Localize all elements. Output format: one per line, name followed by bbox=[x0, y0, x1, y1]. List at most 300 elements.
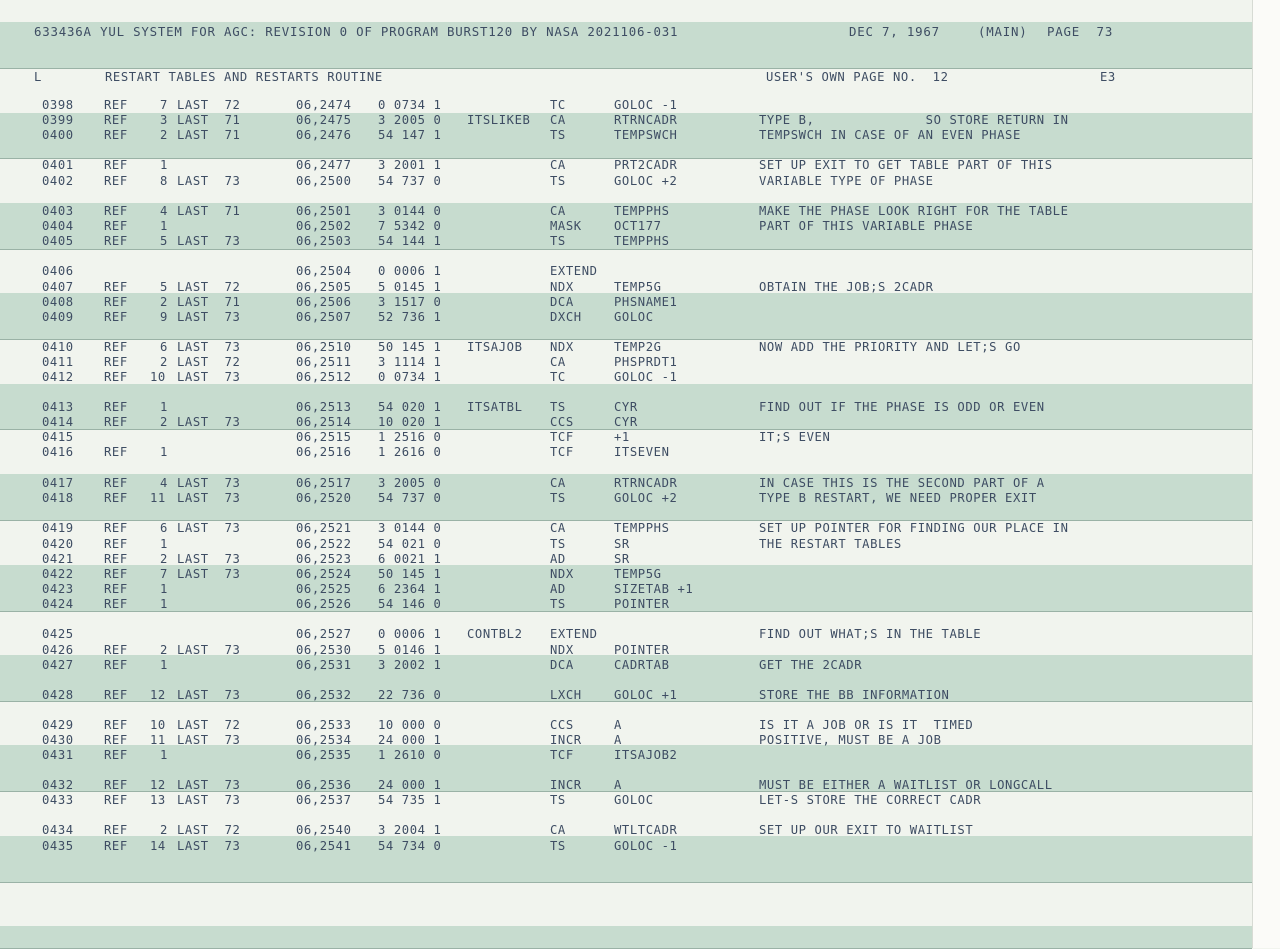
line-number: 0403 bbox=[42, 204, 74, 218]
last-page-ref: LAST 73 bbox=[177, 567, 241, 581]
ref-count: 1 bbox=[160, 158, 168, 172]
last-page-ref: LAST 72 bbox=[177, 280, 241, 294]
ref-marker: REF bbox=[104, 658, 128, 672]
symbol-label: ITSATBL bbox=[467, 400, 523, 414]
ref-marker: REF bbox=[104, 476, 128, 490]
ref-marker: REF bbox=[104, 537, 128, 551]
ref-count: 7 bbox=[160, 567, 168, 581]
memory-address: 06,2510 bbox=[296, 340, 352, 354]
line-number: 0404 bbox=[42, 219, 74, 233]
octal-word: 3 0144 0 bbox=[378, 204, 442, 218]
octal-word: 22 736 0 bbox=[378, 688, 442, 702]
opcode: NDX bbox=[550, 280, 574, 294]
ref-marker: REF bbox=[104, 340, 128, 354]
comment-text: TEMPSWCH IN CASE OF AN EVEN PHASE bbox=[759, 128, 1021, 142]
operand: POINTER bbox=[614, 597, 670, 611]
operand: SR bbox=[614, 537, 630, 551]
operand: SR bbox=[614, 552, 630, 566]
line-number: 0428 bbox=[42, 688, 74, 702]
line-number: 0402 bbox=[42, 174, 74, 188]
octal-word: 6 0021 1 bbox=[378, 552, 442, 566]
octal-word: 54 147 1 bbox=[378, 128, 442, 142]
comment-text: SET UP POINTER FOR FINDING OUR PLACE IN bbox=[759, 521, 1069, 535]
memory-address: 06,2526 bbox=[296, 597, 352, 611]
ref-marker: REF bbox=[104, 98, 128, 112]
octal-word: 54 735 1 bbox=[378, 793, 442, 807]
operand: CYR bbox=[614, 400, 638, 414]
memory-address: 06,2504 bbox=[296, 264, 352, 278]
last-page-ref: LAST 73 bbox=[177, 643, 241, 657]
band-rule bbox=[0, 249, 1252, 250]
section-title: RESTART TABLES AND RESTARTS ROUTINE bbox=[105, 70, 383, 84]
ref-count: 3 bbox=[160, 113, 168, 127]
opcode: AD bbox=[550, 552, 566, 566]
octal-word: 0 0006 1 bbox=[378, 627, 442, 641]
octal-word: 3 0144 0 bbox=[378, 521, 442, 535]
operand: SIZETAB +1 bbox=[614, 582, 694, 596]
band-rule bbox=[0, 68, 1252, 69]
opcode: TS bbox=[550, 234, 566, 248]
opcode: NDX bbox=[550, 643, 574, 657]
users-own-page-number: USER'S OWN PAGE NO. 12 bbox=[766, 70, 949, 84]
memory-address: 06,2534 bbox=[296, 733, 352, 747]
comment-text: GET THE 2CADR bbox=[759, 658, 863, 672]
line-number: 0423 bbox=[42, 582, 74, 596]
operand: TEMP5G bbox=[614, 280, 662, 294]
last-page-ref: LAST 72 bbox=[177, 98, 241, 112]
line-number: 0401 bbox=[42, 158, 74, 172]
octal-word: 0 0734 1 bbox=[378, 98, 442, 112]
ref-marker: REF bbox=[104, 113, 128, 127]
opcode: TS bbox=[550, 128, 566, 142]
octal-word: 0 0734 1 bbox=[378, 370, 442, 384]
octal-word: 1 2610 0 bbox=[378, 748, 442, 762]
ref-count: 2 bbox=[160, 552, 168, 566]
ref-marker: REF bbox=[104, 158, 128, 172]
octal-word: 3 2004 1 bbox=[378, 823, 442, 837]
memory-address: 06,2502 bbox=[296, 219, 352, 233]
ref-marker: REF bbox=[104, 280, 128, 294]
line-number: 0430 bbox=[42, 733, 74, 747]
symbol-label: ITSAJOB bbox=[467, 340, 523, 354]
operand: +1 bbox=[614, 430, 630, 444]
comment-text: FIND OUT IF THE PHASE IS ODD OR EVEN bbox=[759, 400, 1045, 414]
ref-marker: REF bbox=[104, 793, 128, 807]
header-main-label: (MAIN) bbox=[978, 24, 1028, 39]
ref-count: 2 bbox=[160, 355, 168, 369]
opcode: CA bbox=[550, 823, 566, 837]
operand: TEMPSWCH bbox=[614, 128, 678, 142]
memory-address: 06,2524 bbox=[296, 567, 352, 581]
ref-marker: REF bbox=[104, 174, 128, 188]
line-number: 0408 bbox=[42, 295, 74, 309]
ref-marker: REF bbox=[104, 370, 128, 384]
opcode: EXTEND bbox=[550, 627, 598, 641]
operand: ITSEVEN bbox=[614, 445, 670, 459]
last-page-ref: LAST 73 bbox=[177, 340, 241, 354]
opcode: MASK bbox=[550, 219, 582, 233]
ref-count: 10 bbox=[150, 718, 166, 732]
line-number: 0429 bbox=[42, 718, 74, 732]
comment-text: STORE THE BB INFORMATION bbox=[759, 688, 950, 702]
comment-text: TYPE B RESTART, WE NEED PROPER EXIT bbox=[759, 491, 1037, 505]
operand: CADRTAB bbox=[614, 658, 670, 672]
last-page-ref: LAST 73 bbox=[177, 491, 241, 505]
memory-address: 06,2515 bbox=[296, 430, 352, 444]
last-page-ref: LAST 73 bbox=[177, 234, 241, 248]
memory-address: 06,2501 bbox=[296, 204, 352, 218]
line-number: 0427 bbox=[42, 658, 74, 672]
memory-address: 06,2531 bbox=[296, 658, 352, 672]
memory-address: 06,2476 bbox=[296, 128, 352, 142]
octal-word: 54 737 0 bbox=[378, 174, 442, 188]
opcode: CA bbox=[550, 521, 566, 535]
operand: GOLOC -1 bbox=[614, 839, 678, 853]
last-page-ref: LAST 73 bbox=[177, 778, 241, 792]
operand: CYR bbox=[614, 415, 638, 429]
ref-count: 12 bbox=[150, 778, 166, 792]
operand: POINTER bbox=[614, 643, 670, 657]
opcode: EXTEND bbox=[550, 264, 598, 278]
operand: A bbox=[614, 718, 622, 732]
line-number: 0399 bbox=[42, 113, 74, 127]
last-page-ref: LAST 73 bbox=[177, 552, 241, 566]
ref-count: 2 bbox=[160, 415, 168, 429]
ref-count: 1 bbox=[160, 445, 168, 459]
comment-text: OBTAIN THE JOB;S 2CADR bbox=[759, 280, 934, 294]
ref-count: 2 bbox=[160, 128, 168, 142]
ref-marker: REF bbox=[104, 567, 128, 581]
last-page-ref: LAST 73 bbox=[177, 521, 241, 535]
ref-count: 8 bbox=[160, 174, 168, 188]
subheader-mark: L bbox=[34, 70, 42, 84]
ref-count: 2 bbox=[160, 643, 168, 657]
ref-count: 4 bbox=[160, 476, 168, 490]
last-page-ref: LAST 73 bbox=[177, 415, 241, 429]
ref-count: 11 bbox=[150, 733, 166, 747]
comment-text: IT;S EVEN bbox=[759, 430, 831, 444]
comment-text: LET-S STORE THE CORRECT CADR bbox=[759, 793, 982, 807]
green-bar-band bbox=[0, 926, 1252, 948]
opcode: TS bbox=[550, 537, 566, 551]
opcode: LXCH bbox=[550, 688, 582, 702]
operand: A bbox=[614, 733, 622, 747]
memory-address: 06,2530 bbox=[296, 643, 352, 657]
line-number: 0434 bbox=[42, 823, 74, 837]
line-number: 0415 bbox=[42, 430, 74, 444]
opcode: TS bbox=[550, 400, 566, 414]
octal-word: 54 021 0 bbox=[378, 537, 442, 551]
last-page-ref: LAST 73 bbox=[177, 174, 241, 188]
line-number: 0413 bbox=[42, 400, 74, 414]
header-date: DEC 7, 1967 bbox=[849, 24, 940, 39]
last-page-ref: LAST 73 bbox=[177, 310, 241, 324]
opcode: TCF bbox=[550, 748, 574, 762]
line-number: 0424 bbox=[42, 597, 74, 611]
memory-address: 06,2514 bbox=[296, 415, 352, 429]
opcode: TC bbox=[550, 370, 566, 384]
operand: GOLOC +2 bbox=[614, 174, 678, 188]
ref-count: 4 bbox=[160, 204, 168, 218]
comment-text: NOW ADD THE PRIORITY AND LET;S GO bbox=[759, 340, 1021, 354]
operand: WTLTCADR bbox=[614, 823, 678, 837]
memory-address: 06,2513 bbox=[296, 400, 352, 414]
line-number: 0431 bbox=[42, 748, 74, 762]
memory-address: 06,2523 bbox=[296, 552, 352, 566]
memory-address: 06,2516 bbox=[296, 445, 352, 459]
operand: PHSPRDT1 bbox=[614, 355, 678, 369]
opcode: INCR bbox=[550, 778, 582, 792]
ref-count: 1 bbox=[160, 582, 168, 596]
comment-text: PART OF THIS VARIABLE PHASE bbox=[759, 219, 974, 233]
memory-address: 06,2537 bbox=[296, 793, 352, 807]
octal-word: 3 1517 0 bbox=[378, 295, 442, 309]
memory-address: 06,2517 bbox=[296, 476, 352, 490]
ref-count: 2 bbox=[160, 823, 168, 837]
last-page-ref: LAST 73 bbox=[177, 839, 241, 853]
memory-address: 06,2507 bbox=[296, 310, 352, 324]
line-number: 0406 bbox=[42, 264, 74, 278]
comment-text: VARIABLE TYPE OF PHASE bbox=[759, 174, 934, 188]
ref-count: 1 bbox=[160, 219, 168, 233]
operand: TEMPPHS bbox=[614, 204, 670, 218]
band-rule bbox=[0, 882, 1252, 883]
ref-marker: REF bbox=[104, 688, 128, 702]
operand: TEMPPHS bbox=[614, 234, 670, 248]
line-number: 0398 bbox=[42, 98, 74, 112]
octal-word: 24 000 1 bbox=[378, 733, 442, 747]
last-page-ref: LAST 73 bbox=[177, 688, 241, 702]
last-page-ref: LAST 73 bbox=[177, 370, 241, 384]
ref-count: 5 bbox=[160, 234, 168, 248]
opcode: CCS bbox=[550, 415, 574, 429]
line-number: 0433 bbox=[42, 793, 74, 807]
line-number: 0411 bbox=[42, 355, 74, 369]
ref-marker: REF bbox=[104, 552, 128, 566]
symbol-label: CONTBL2 bbox=[467, 627, 523, 641]
ref-marker: REF bbox=[104, 415, 128, 429]
ref-marker: REF bbox=[104, 521, 128, 535]
operand: A bbox=[614, 778, 622, 792]
last-page-ref: LAST 73 bbox=[177, 733, 241, 747]
opcode: CA bbox=[550, 204, 566, 218]
ref-marker: REF bbox=[104, 219, 128, 233]
opcode: TS bbox=[550, 491, 566, 505]
opcode: TC bbox=[550, 98, 566, 112]
memory-address: 06,2541 bbox=[296, 839, 352, 853]
memory-address: 06,2540 bbox=[296, 823, 352, 837]
octal-word: 1 2616 0 bbox=[378, 445, 442, 459]
ref-marker: REF bbox=[104, 491, 128, 505]
memory-address: 06,2521 bbox=[296, 521, 352, 535]
memory-address: 06,2535 bbox=[296, 748, 352, 762]
line-number: 0432 bbox=[42, 778, 74, 792]
last-page-ref: LAST 71 bbox=[177, 113, 241, 127]
operand: GOLOC -1 bbox=[614, 98, 678, 112]
opcode: TS bbox=[550, 839, 566, 853]
line-number: 0421 bbox=[42, 552, 74, 566]
octal-word: 10 000 0 bbox=[378, 718, 442, 732]
operand: ITSAJOB2 bbox=[614, 748, 678, 762]
opcode: NDX bbox=[550, 567, 574, 581]
comment-text: MAKE THE PHASE LOOK RIGHT FOR THE TABLE bbox=[759, 204, 1069, 218]
memory-address: 06,2505 bbox=[296, 280, 352, 294]
ref-marker: REF bbox=[104, 204, 128, 218]
ref-marker: REF bbox=[104, 718, 128, 732]
comment-text: THE RESTART TABLES bbox=[759, 537, 902, 551]
line-number: 0425 bbox=[42, 627, 74, 641]
comment-text: MUST BE EITHER A WAITLIST OR LONGCALL bbox=[759, 778, 1053, 792]
ref-count: 1 bbox=[160, 748, 168, 762]
opcode: TS bbox=[550, 793, 566, 807]
octal-word: 50 145 1 bbox=[378, 567, 442, 581]
header-title: 633436A YUL SYSTEM FOR AGC: REVISION 0 OF PROGRAM BURST120 BY NASA 2021106-031 bbox=[34, 24, 679, 39]
comment-text: POSITIVE, MUST BE A JOB bbox=[759, 733, 942, 747]
operand: TEMP5G bbox=[614, 567, 662, 581]
header-page-number: PAGE 73 bbox=[1047, 24, 1114, 39]
line-number: 0405 bbox=[42, 234, 74, 248]
octal-word: 6 2364 1 bbox=[378, 582, 442, 596]
operand: TEMP2G bbox=[614, 340, 662, 354]
tractor-feed-margin bbox=[1252, 0, 1280, 948]
octal-word: 54 144 1 bbox=[378, 234, 442, 248]
memory-address: 06,2474 bbox=[296, 98, 352, 112]
operand: OCT177 bbox=[614, 219, 662, 233]
memory-address: 06,2506 bbox=[296, 295, 352, 309]
line-number: 0400 bbox=[42, 128, 74, 142]
memory-address: 06,2525 bbox=[296, 582, 352, 596]
memory-address: 06,2475 bbox=[296, 113, 352, 127]
opcode: CA bbox=[550, 158, 566, 172]
opcode: DCA bbox=[550, 658, 574, 672]
memory-address: 06,2520 bbox=[296, 491, 352, 505]
octal-word: 3 2005 0 bbox=[378, 113, 442, 127]
comment-text: IN CASE THIS IS THE SECOND PART OF A bbox=[759, 476, 1045, 490]
ref-marker: REF bbox=[104, 310, 128, 324]
ref-marker: REF bbox=[104, 582, 128, 596]
comment-text: TYPE B, SO STORE RETURN IN bbox=[759, 113, 1069, 127]
opcode: INCR bbox=[550, 733, 582, 747]
line-number: 0426 bbox=[42, 643, 74, 657]
octal-word: 52 736 1 bbox=[378, 310, 442, 324]
operand: RTRNCADR bbox=[614, 476, 678, 490]
operand: RTRNCADR bbox=[614, 113, 678, 127]
opcode: DCA bbox=[550, 295, 574, 309]
memory-address: 06,2536 bbox=[296, 778, 352, 792]
line-number: 0416 bbox=[42, 445, 74, 459]
ref-marker: REF bbox=[104, 400, 128, 414]
opcode: CA bbox=[550, 476, 566, 490]
memory-address: 06,2527 bbox=[296, 627, 352, 641]
line-number: 0412 bbox=[42, 370, 74, 384]
ref-marker: REF bbox=[104, 597, 128, 611]
ref-count: 12 bbox=[150, 688, 166, 702]
memory-address: 06,2503 bbox=[296, 234, 352, 248]
operand: GOLOC +1 bbox=[614, 688, 678, 702]
ref-marker: REF bbox=[104, 823, 128, 837]
operand: GOLOC -1 bbox=[614, 370, 678, 384]
octal-word: 3 1114 1 bbox=[378, 355, 442, 369]
last-page-ref: LAST 72 bbox=[177, 355, 241, 369]
comment-text: SET UP OUR EXIT TO WAITLIST bbox=[759, 823, 974, 837]
octal-word: 54 734 0 bbox=[378, 839, 442, 853]
ref-count: 6 bbox=[160, 340, 168, 354]
ref-count: 1 bbox=[160, 597, 168, 611]
operand: TEMPPHS bbox=[614, 521, 670, 535]
memory-address: 06,2477 bbox=[296, 158, 352, 172]
opcode: CA bbox=[550, 113, 566, 127]
comment-text: FIND OUT WHAT;S IN THE TABLE bbox=[759, 627, 982, 641]
opcode: TCF bbox=[550, 445, 574, 459]
ref-count: 1 bbox=[160, 400, 168, 414]
octal-word: 5 0145 1 bbox=[378, 280, 442, 294]
opcode: AD bbox=[550, 582, 566, 596]
ref-marker: REF bbox=[104, 748, 128, 762]
opcode: TCF bbox=[550, 430, 574, 444]
opcode: DXCH bbox=[550, 310, 582, 324]
last-page-ref: LAST 73 bbox=[177, 793, 241, 807]
memory-address: 06,2511 bbox=[296, 355, 352, 369]
opcode: TS bbox=[550, 597, 566, 611]
ref-count: 11 bbox=[150, 491, 166, 505]
memory-address: 06,2533 bbox=[296, 718, 352, 732]
ref-count: 2 bbox=[160, 295, 168, 309]
operand: PHSNAME1 bbox=[614, 295, 678, 309]
octal-word: 3 2001 1 bbox=[378, 158, 442, 172]
ref-marker: REF bbox=[104, 234, 128, 248]
octal-word: 24 000 1 bbox=[378, 778, 442, 792]
line-number: 0419 bbox=[42, 521, 74, 535]
ref-count: 1 bbox=[160, 537, 168, 551]
opcode: CA bbox=[550, 355, 566, 369]
last-page-ref: LAST 72 bbox=[177, 718, 241, 732]
octal-word: 0 0006 1 bbox=[378, 264, 442, 278]
ref-count: 1 bbox=[160, 658, 168, 672]
ref-marker: REF bbox=[104, 778, 128, 792]
line-number: 0418 bbox=[42, 491, 74, 505]
octal-word: 3 2005 0 bbox=[378, 476, 442, 490]
memory-address: 06,2522 bbox=[296, 537, 352, 551]
octal-word: 54 020 1 bbox=[378, 400, 442, 414]
line-number: 0407 bbox=[42, 280, 74, 294]
octal-word: 3 2002 1 bbox=[378, 658, 442, 672]
ref-count: 10 bbox=[150, 370, 166, 384]
comment-text: SET UP EXIT TO GET TABLE PART OF THIS bbox=[759, 158, 1053, 172]
ref-count: 6 bbox=[160, 521, 168, 535]
last-page-ref: LAST 72 bbox=[177, 823, 241, 837]
ref-count: 13 bbox=[150, 793, 166, 807]
band-rule bbox=[0, 611, 1252, 612]
ref-count: 14 bbox=[150, 839, 166, 853]
last-page-ref: LAST 71 bbox=[177, 128, 241, 142]
last-page-ref: LAST 71 bbox=[177, 204, 241, 218]
comment-text: IS IT A JOB OR IS IT TIMED bbox=[759, 718, 974, 732]
ref-count: 7 bbox=[160, 98, 168, 112]
last-page-ref: LAST 71 bbox=[177, 295, 241, 309]
ref-marker: REF bbox=[104, 128, 128, 142]
octal-word: 1 2516 0 bbox=[378, 430, 442, 444]
ref-marker: REF bbox=[104, 445, 128, 459]
ref-marker: REF bbox=[104, 643, 128, 657]
memory-address: 06,2500 bbox=[296, 174, 352, 188]
operand: PRT2CADR bbox=[614, 158, 678, 172]
line-number: 0414 bbox=[42, 415, 74, 429]
opcode: TS bbox=[550, 174, 566, 188]
ref-count: 5 bbox=[160, 280, 168, 294]
line-number: 0409 bbox=[42, 310, 74, 324]
symbol-label: ITSLIKEB bbox=[467, 113, 531, 127]
last-page-ref: LAST 73 bbox=[177, 476, 241, 490]
